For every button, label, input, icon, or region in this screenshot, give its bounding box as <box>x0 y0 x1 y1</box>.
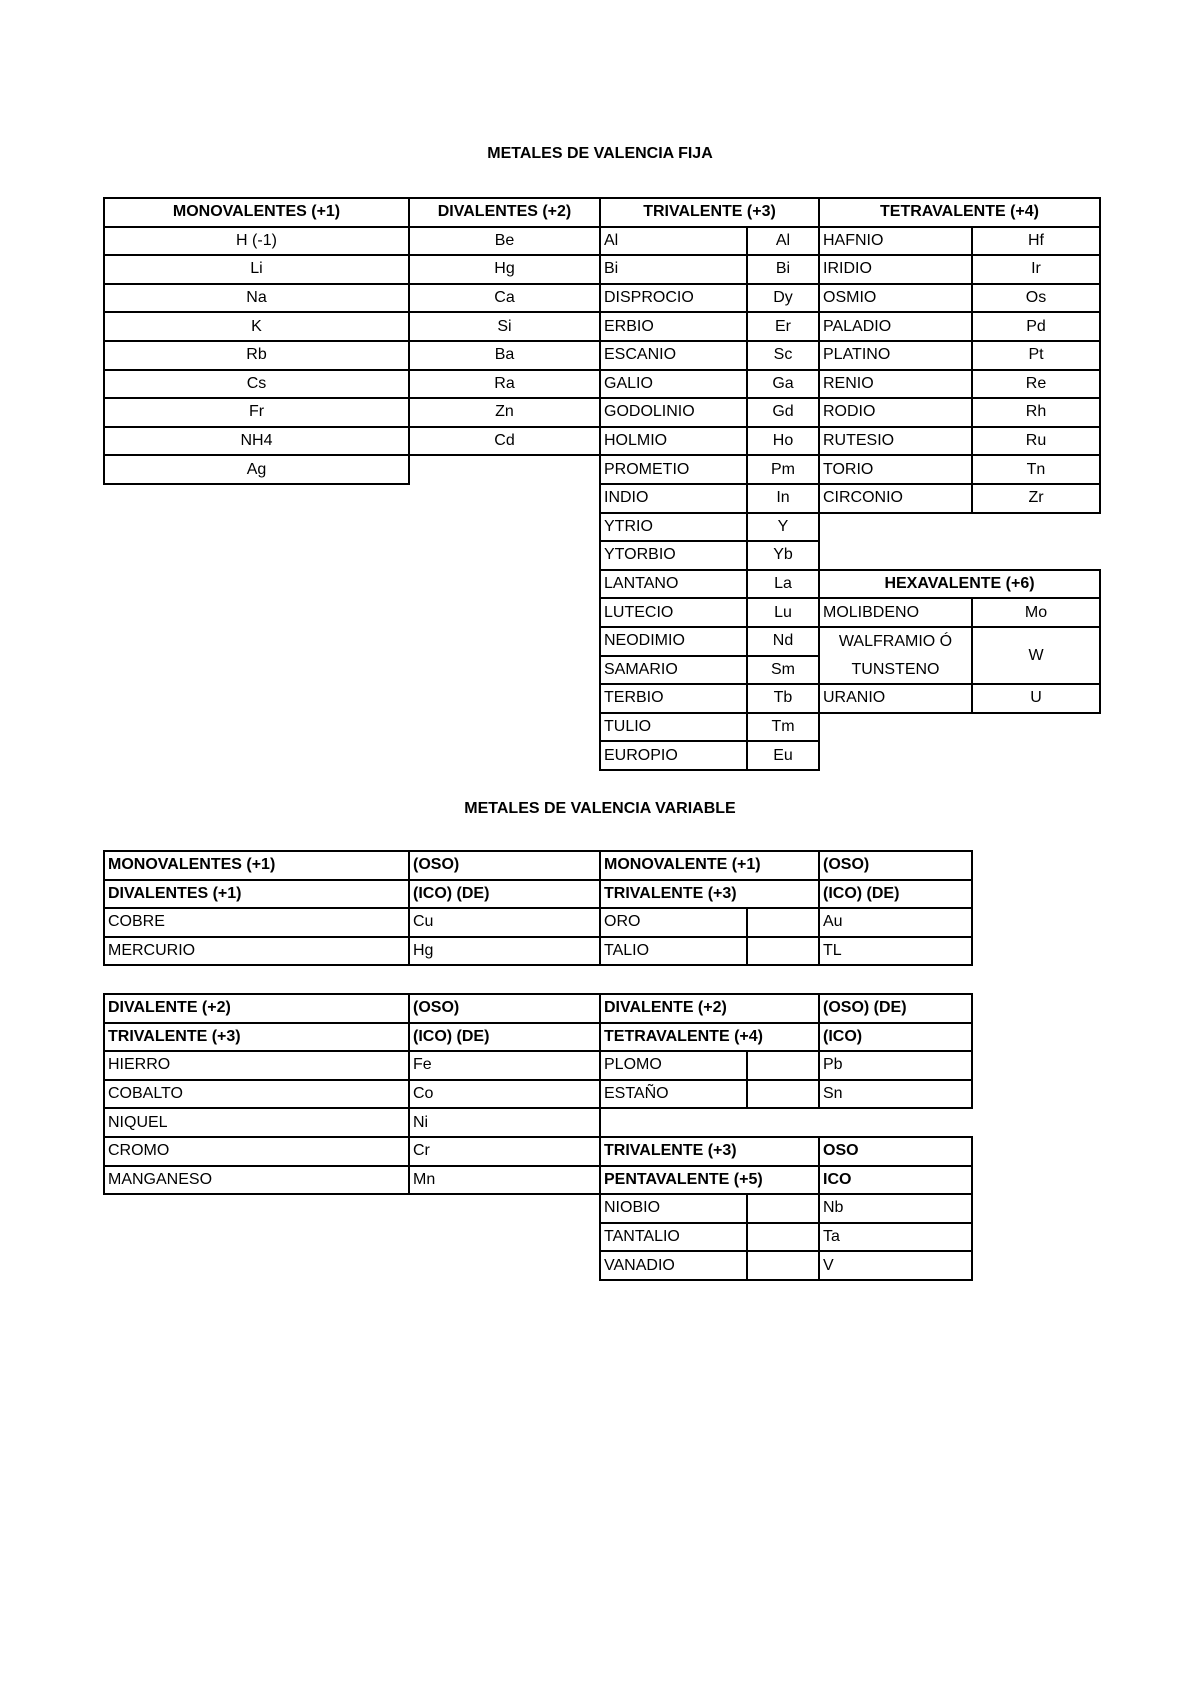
element-name: VANADIO <box>599 1250 748 1281</box>
table-cell: COBALTO <box>103 1079 410 1110</box>
table-cell: Li <box>103 254 410 285</box>
element-symbol: Sm <box>746 655 820 686</box>
element-name: RUTESIO <box>818 426 973 457</box>
table-cell: (ICO) <box>818 1022 973 1053</box>
element-name: DISPROCIO <box>599 283 748 314</box>
element-symbol: Zr <box>971 483 1101 514</box>
element-name: TERBIO <box>599 683 748 714</box>
table-cell: Hg <box>408 254 601 285</box>
table-cell: K <box>103 311 410 342</box>
table-cell: Cr <box>408 1136 601 1167</box>
element-symbol: Nd <box>746 626 820 657</box>
table-cell: DIVALENTES (+1) <box>103 879 410 910</box>
element-name: MOLIBDENO <box>818 597 973 628</box>
table-cell: Fr <box>103 397 410 428</box>
element-symbol: Os <box>971 283 1101 314</box>
element-symbol: Re <box>971 369 1101 400</box>
table-cell: DIVALENTE (+2) <box>103 993 410 1024</box>
element-name: CIRCONIO <box>818 483 973 514</box>
element-name: GALIO <box>599 369 748 400</box>
table-cell: CROMO <box>103 1136 410 1167</box>
element-symbol: Tn <box>971 454 1101 485</box>
element-symbol: Dy <box>746 283 820 314</box>
element-symbol: Sn <box>818 1079 973 1110</box>
element-name: PLATINO <box>818 340 973 371</box>
table-cell <box>746 907 820 938</box>
element-symbol: Hf <box>971 226 1101 257</box>
table-cell: (ICO) (DE) <box>408 1022 601 1053</box>
element-symbol: Yb <box>746 540 820 571</box>
table-cell: MONOVALENTE (+1) <box>599 850 820 881</box>
element-name: PALADIO <box>818 311 973 342</box>
table-cell: TETRAVALENTE (+4) <box>599 1022 820 1053</box>
element-symbol: Lu <box>746 597 820 628</box>
column-header: MONOVALENTES (+1) <box>103 197 410 228</box>
table-cell: Ca <box>408 283 601 314</box>
element-name: INDIO <box>599 483 748 514</box>
table-cell: Si <box>408 311 601 342</box>
element-symbol: Mo <box>971 597 1101 628</box>
element-symbol: In <box>746 483 820 514</box>
table-cell: MONOVALENTES (+1) <box>103 850 410 881</box>
table-cell: Ni <box>408 1107 601 1138</box>
element-symbol: U <box>971 683 1101 714</box>
table-cell: Cu <box>408 907 601 938</box>
element-symbol: Tm <box>746 712 820 743</box>
column-header: DIVALENTES (+2) <box>408 197 601 228</box>
element-name: WALFRAMIO Ó TUNSTENO <box>818 626 973 685</box>
element-symbol: Au <box>818 907 973 938</box>
table-cell: OSO <box>818 1136 973 1167</box>
element-symbol: Ru <box>971 426 1101 457</box>
element-name: HOLMIO <box>599 426 748 457</box>
element-symbol: Ho <box>746 426 820 457</box>
table-cell: TRIVALENTE (+3) <box>103 1022 410 1053</box>
element-symbol: Y <box>746 512 820 543</box>
table-cell <box>746 1193 820 1224</box>
table-cell <box>746 1222 820 1253</box>
table-cell: Na <box>103 283 410 314</box>
table-cell: (OSO) <box>408 850 601 881</box>
table-cell: NH4 <box>103 426 410 457</box>
element-name: ERBIO <box>599 311 748 342</box>
element-symbol: Bi <box>746 254 820 285</box>
table-cell: TRIVALENTE (+3) <box>599 1136 820 1167</box>
table-cell: (ICO) (DE) <box>408 879 601 910</box>
table-cell: HIERRO <box>103 1050 410 1081</box>
table-cell: ICO <box>818 1165 973 1196</box>
table-cell: Zn <box>408 397 601 428</box>
element-name: PROMETIO <box>599 454 748 485</box>
element-symbol: Ga <box>746 369 820 400</box>
table-cell: TRIVALENTE (+3) <box>599 879 820 910</box>
element-name: URANIO <box>818 683 973 714</box>
element-name: YTORBIO <box>599 540 748 571</box>
table-cell: COBRE <box>103 907 410 938</box>
table-cell <box>746 1079 820 1110</box>
column-header: TETRAVALENTE (+4) <box>818 197 1101 228</box>
table-cell: PENTAVALENTE (+5) <box>599 1165 820 1196</box>
element-symbol: Pt <box>971 340 1101 371</box>
element-name: RODIO <box>818 397 973 428</box>
element-symbol: Nb <box>818 1193 973 1224</box>
table-cell: (OSO) (DE) <box>818 993 973 1024</box>
element-symbol: Er <box>746 311 820 342</box>
element-symbol: Gd <box>746 397 820 428</box>
element-name: Al <box>599 226 748 257</box>
element-symbol: Rh <box>971 397 1101 428</box>
element-symbol: Pd <box>971 311 1101 342</box>
table-cell: Fe <box>408 1050 601 1081</box>
table-cell: Co <box>408 1079 601 1110</box>
element-name: ESCANIO <box>599 340 748 371</box>
table-cell: MANGANESO <box>103 1165 410 1196</box>
table-cell: Cd <box>408 426 601 457</box>
table-cell: Ra <box>408 369 601 400</box>
element-symbol: Sc <box>746 340 820 371</box>
table-cell: H (-1) <box>103 226 410 257</box>
table-cell: Ba <box>408 340 601 371</box>
element-name: Bi <box>599 254 748 285</box>
element-symbol: V <box>818 1250 973 1281</box>
element-name: TANTALIO <box>599 1222 748 1253</box>
table-cell <box>746 936 820 967</box>
variable-valence-title: METALES DE VALENCIA VARIABLE <box>464 800 736 817</box>
element-name: IRIDIO <box>818 254 973 285</box>
element-name: LUTECIO <box>599 597 748 628</box>
element-name: TORIO <box>818 454 973 485</box>
element-name: RENIO <box>818 369 973 400</box>
table-cell: Ag <box>103 454 410 485</box>
element-symbol: Ta <box>818 1222 973 1253</box>
table-cell: Hg <box>408 936 601 967</box>
element-name: NEODIMIO <box>599 626 748 657</box>
table-cell: Rb <box>103 340 410 371</box>
column-header: TRIVALENTE (+3) <box>599 197 820 228</box>
element-symbol: Eu <box>746 740 820 771</box>
element-name: NIOBIO <box>599 1193 748 1224</box>
element-symbol: Pm <box>746 454 820 485</box>
element-name: ESTAÑO <box>599 1079 748 1110</box>
column-header: HEXAVALENTE (+6) <box>818 569 1101 600</box>
table-cell: (ICO) (DE) <box>818 879 973 910</box>
table-cell: DIVALENTE (+2) <box>599 993 820 1024</box>
element-symbol: TL <box>818 936 973 967</box>
element-symbol: Pb <box>818 1050 973 1081</box>
element-name: TALIO <box>599 936 748 967</box>
element-name: PLOMO <box>599 1050 748 1081</box>
element-symbol: La <box>746 569 820 600</box>
element-name: SAMARIO <box>599 655 748 686</box>
table-cell: MERCURIO <box>103 936 410 967</box>
table-cell: (OSO) <box>408 993 601 1024</box>
element-symbol: W <box>971 626 1101 685</box>
element-name: OSMIO <box>818 283 973 314</box>
element-name: YTRIO <box>599 512 748 543</box>
element-symbol: Ir <box>971 254 1101 285</box>
table-cell <box>746 1250 820 1281</box>
table-cell <box>746 1050 820 1081</box>
element-name: HAFNIO <box>818 226 973 257</box>
table-cell: Be <box>408 226 601 257</box>
element-name: EUROPIO <box>599 740 748 771</box>
element-name: GODOLINIO <box>599 397 748 428</box>
table-cell: Cs <box>103 369 410 400</box>
element-symbol: Al <box>746 226 820 257</box>
table-cell: Mn <box>408 1165 601 1196</box>
element-name: ORO <box>599 907 748 938</box>
table-cell: NIQUEL <box>103 1107 410 1138</box>
table-cell: (OSO) <box>818 850 973 881</box>
element-name: LANTANO <box>599 569 748 600</box>
element-name: TULIO <box>599 712 748 743</box>
fixed-valence-title: METALES DE VALENCIA FIJA <box>487 145 713 162</box>
element-symbol: Tb <box>746 683 820 714</box>
